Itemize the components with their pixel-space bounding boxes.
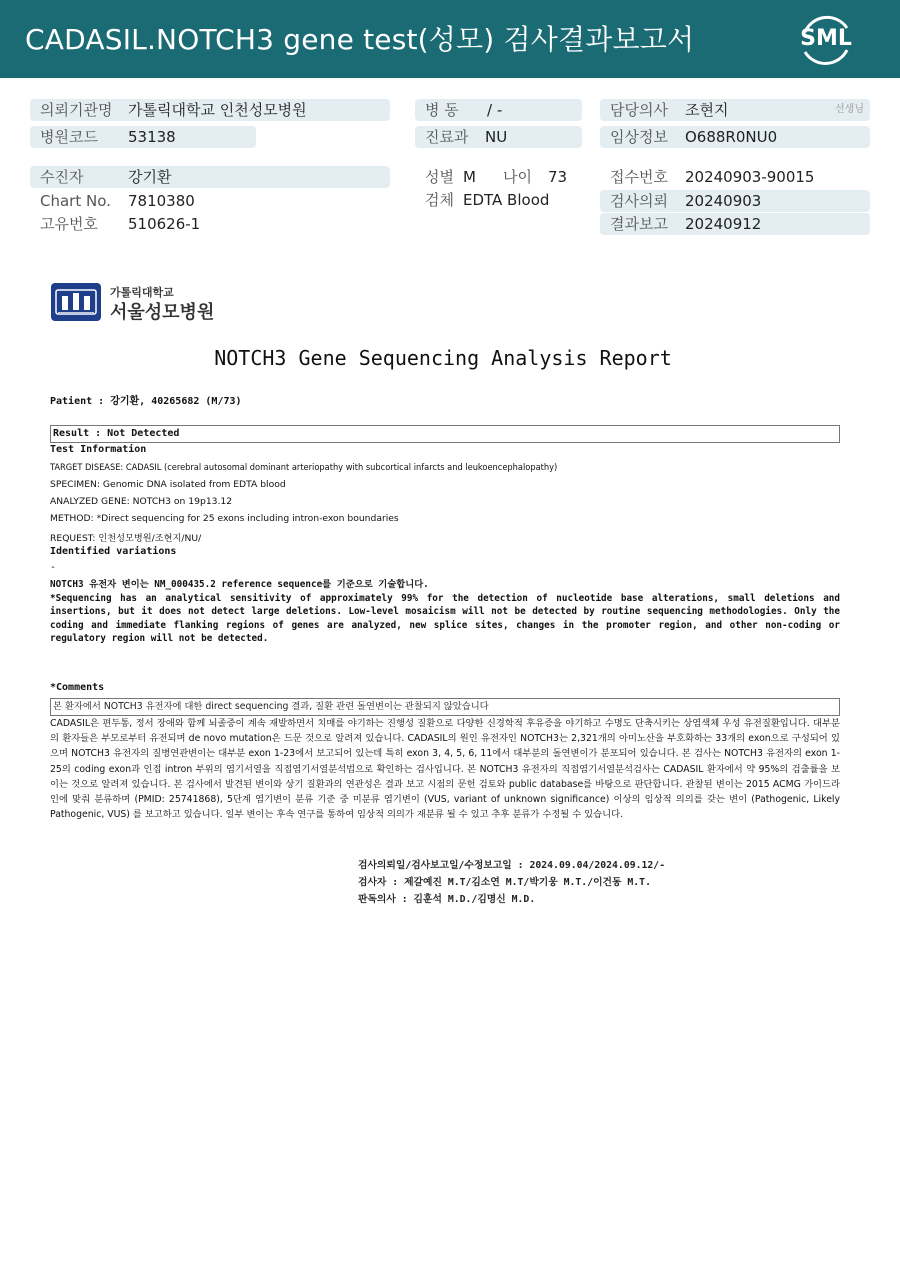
receipt-label: 접수번호 (610, 168, 668, 186)
age-value: 73 (548, 168, 568, 186)
hospital-subtitle: 가톨릭대학교 (110, 286, 174, 299)
hospital-code-value: 53138 (128, 128, 176, 146)
method-line: METHOD: *Direct sequencing for 25 exons including intron-exon boundaries (50, 513, 399, 524)
specimen-value: EDTA Blood (463, 191, 550, 209)
patient-field (30, 166, 390, 188)
id-label: 고유번호 (40, 215, 98, 233)
test-info-heading: Test Information (50, 444, 147, 455)
department-label: 진료과 (425, 128, 469, 146)
doctor-label: 담당의사 (610, 101, 668, 119)
institution-value: 가톨릭대학교 인천성모병원 (128, 101, 307, 119)
request-field (600, 190, 870, 212)
clinical-field (600, 126, 870, 148)
patient-line: Patient : 강기환, 40265682 (M/73) (50, 396, 242, 407)
hospital-name: 서울성모병원 (110, 302, 215, 323)
result-box: Result : Not Detected (50, 425, 840, 443)
chart-value: 7810380 (128, 192, 195, 210)
chart-label: Chart No. (40, 192, 111, 210)
hospital-emblem-icon (50, 282, 102, 326)
sex-age-field (415, 166, 595, 188)
request-label: 검사의뢰 (610, 192, 668, 210)
page-title: CADASIL.NOTCH3 gene test(성모) 검사결과보고서 (25, 23, 695, 56)
sequencing-notes: NOTCH3 유전자 변이는 NM_000435.2 reference sequence를 기준으로 기술합니다. *Sequencing has an analytical sensitivity of approximately 99% for the detection of nucleotide base alterations, small deletions and insertions, but it does not detect large deletions. Low-level mosaicism will not be detected by routine sequencing methodologies. Only the coding and immediate flanking regions of genes are analyzed, new splice sites, changes in the promoter region, and other non-coding or regulatory region will not be detected. (50, 579, 840, 645)
patient-label: 수진자 (40, 168, 84, 186)
specimen-label: 검체 (425, 191, 454, 209)
sex-value: M (463, 168, 476, 186)
sex-label: 성별 (425, 168, 454, 186)
request-value: 20240903 (685, 192, 762, 210)
doctor-value: 조현지 (685, 101, 729, 119)
patient-value: 강기환 (128, 168, 172, 186)
sml-logo (795, 12, 857, 68)
report-title: NOTCH3 Gene Sequencing Analysis Report (214, 346, 672, 370)
institution-label: 의뢰기관명 (40, 101, 113, 119)
clinical-value: O688R0NU0 (685, 128, 778, 146)
institution-field (30, 99, 390, 121)
receipt-value: 20240903-90015 (685, 168, 815, 186)
comments-heading: *Comments (50, 682, 105, 693)
examiner-line: 검사자 : 제갈예진 M.T/김소연 M.T/박기웅 M.T./이건동 M.T. (358, 877, 651, 888)
ward-value: / - (487, 101, 503, 119)
reader-line: 판독의사 : 김훈석 M.D./김명신 M.D. (358, 894, 536, 905)
hospital-code-field (30, 126, 256, 148)
receipt-field (600, 166, 870, 188)
comment-box: 본 환자에서 NOTCH3 유전자에 대한 direct sequencing 결과, 질환 관련 돌연변이는 관찰되지 않았습니다 (50, 698, 840, 716)
report-date-field (600, 213, 870, 235)
sml-logo-text: SML (800, 26, 852, 51)
variations-heading: Identified variations (50, 546, 177, 557)
age-label: 나이 (503, 168, 532, 186)
department-value: NU (485, 128, 508, 146)
report-date-value: 20240912 (685, 215, 762, 233)
clinical-label: 임상정보 (610, 128, 668, 146)
target-disease: TARGET DISEASE: CADASIL (cerebral autosomal dominant arteriopathy with subcortical infarcts and leukoencephalopathy) (50, 462, 558, 473)
dates-line: 검사의뢰일/검사보고일/수정보고일 : 2024.09.04/2024.09.12/- (358, 860, 666, 871)
id-value: 510626-1 (128, 215, 201, 233)
ward-field (415, 99, 582, 121)
variations-value: - (50, 562, 57, 573)
report-header (0, 0, 900, 78)
request-line: REQUEST: 인천성모병원/조현지/NU/ (50, 533, 202, 544)
specimen-line: SPECIMEN: Genomic DNA isolated from EDTA blood (50, 479, 286, 490)
id-field (30, 213, 390, 235)
analyzed-gene-line: ANALYZED GENE: NOTCH3 on 19p13.12 (50, 496, 233, 507)
ward-label: 병 동 (425, 101, 459, 119)
comment-body: CADASIL은 편두통, 정서 장애와 함께 뇌졸중이 계속 재발하면서 치매를 야기하는 진행성 질환으로 다양한 신경학적 후유증을 야기하고 수명도 단축시키는 상염색체 우성 유전질환입니다. 대부분의 환자들은 부모로부터 유전되며 de novo mutation은 드문 것으로 알려져 있습니다. CADASIL의 원인 유전자인 NOTCH3는 2,321개의 아미노산을 부호화하는 33개의 exon으로 구성되어 있으며 NOTCH3 유전자의 질병연관변이는 대부분 exon 1-23에서 보고되어 있는데 특히 exon 3, 4, 5, 6, 11에서 대부분의 돌연변이가 분포되어 있습니다. 본 검사는 NOTCH3 유전자의 exon 1-25의 coding exon과 인접 intron 부위의 염기서열을 직접염기서열분석법으로 확인하는 검사입니다. 본 NOTCH3 유전자의 직접염기서열분석검사는 CADASIL 환자에서 약 95%의 검출률을 보이는 것으로 알려져 있습니다. 본 검사에서 발견된 변이와 상기 질환과의 연관성은 결과 보고 시점의 문헌 검토와 public database를 바탕으로 판단합니다. 관찰된 변이는 2015 ACMG 가이드라인에 맞춰 분류하며 (PMID: 25741868), 5단계 염기변이 분류 기준 중 미분류 염기변이 (VUS, variant of unknown significance) 이상의 임상적 의의를 갖는 변이 (Pathogenic, Likely Pathogenic, VUS) 를 보고하고 있습니다. 일부 변이는 후속 연구를 통하여 임상적 의의가 재분류 될 수 있고 추후 분류가 수정될 수 있습니다. (50, 718, 840, 821)
specimen-field (415, 189, 595, 211)
chart-field (30, 190, 390, 212)
hospital-code-label: 병원코드 (40, 128, 98, 146)
doctor-title: 선생님 (835, 104, 864, 115)
doctor-field (600, 99, 870, 121)
department-field (415, 126, 582, 148)
report-date-label: 결과보고 (610, 215, 668, 233)
